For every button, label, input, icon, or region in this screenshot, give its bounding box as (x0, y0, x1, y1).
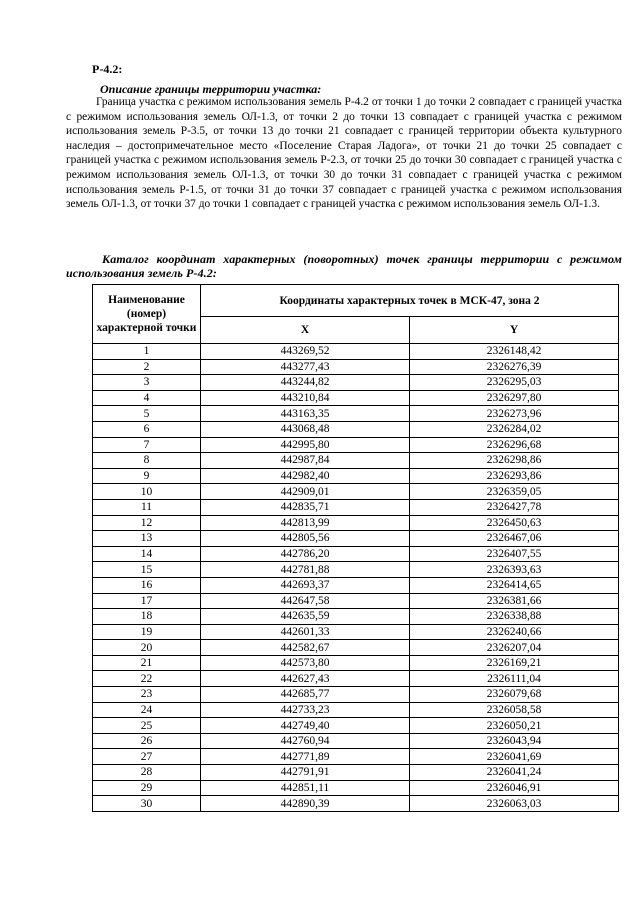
table-row (93, 359, 619, 375)
y-coordinate-cell: 2326359,05 (410, 484, 619, 500)
table-row (93, 671, 619, 687)
y-coordinate-cell: 2326284,02 (410, 421, 619, 437)
y-coordinate-cell: 2326041,24 (410, 765, 619, 781)
point-number-cell: 14 (93, 546, 201, 562)
x-coordinate-cell: 442851,11 (201, 780, 410, 796)
y-coordinate-cell: 2326295,03 (410, 375, 619, 391)
x-coordinate-cell: 442647,58 (201, 593, 410, 609)
x-coordinate-cell: 442982,40 (201, 468, 410, 484)
table-row (93, 687, 619, 703)
point-number-cell: 27 (93, 749, 201, 765)
x-coordinate-cell: 442693,37 (201, 577, 410, 593)
x-coordinate-cell: 442813,99 (201, 515, 410, 531)
point-number-cell: 13 (93, 531, 201, 547)
point-number-cell: 28 (93, 765, 201, 781)
x-coordinate-cell: 442771,89 (201, 749, 410, 765)
table-header-row (93, 285, 619, 317)
point-number-cell: 24 (93, 702, 201, 718)
table-row (93, 484, 619, 500)
table-row (93, 624, 619, 640)
y-coordinate-cell: 2326338,88 (410, 609, 619, 625)
y-coordinate-cell: 2326046,91 (410, 780, 619, 796)
boundary-description-text: Граница участка с режимом использования земель Р-4.2 от точки 1 до точки 2 совпадает с границей участка с режимом использования земель ОЛ-1.3, от точки 2 до точки 13 совпадает с границей участка с режимом использования земель Р-3.5, от точки 13 до точки 21 совпадает с границей территории объекта культурного наследия – достопримечательное место «Поселение Старая Ладога», от точки 21 до точки 25 совпадает с границей участка с режимом использования земель Р-2.3, от точки 25 до точки 30 совпадает с границей участка с режимом использования земель ОЛ-1.3, от точки 30 до точки 31 совпадает с границей участка с режимом использования земель Р-1.5, от точки 31 до точки 37 совпадает с границей участка с режимом использования земель ОЛ-1.3, от точки 37 до точки 1 совпадает с границей участка с режимом использования земель ОЛ-1.3. (66, 96, 622, 211)
point-number-cell: 30 (93, 796, 201, 812)
table-row (93, 421, 619, 437)
x-coordinate-cell: 443244,82 (201, 375, 410, 391)
table-row (93, 749, 619, 765)
x-coordinate-cell: 443068,48 (201, 421, 410, 437)
x-coordinate-cell: 442601,33 (201, 624, 410, 640)
point-number-cell: 18 (93, 609, 201, 625)
table-row (93, 780, 619, 796)
y-axis-header: Y (410, 317, 619, 344)
table-row (93, 437, 619, 453)
x-coordinate-cell: 442805,56 (201, 531, 410, 547)
table-row (93, 718, 619, 734)
point-number-cell: 9 (93, 468, 201, 484)
x-coordinate-cell: 442987,84 (201, 453, 410, 469)
table-row (93, 640, 619, 656)
x-coordinate-cell: 442786,20 (201, 546, 410, 562)
table-row (93, 593, 619, 609)
point-number-cell: 17 (93, 593, 201, 609)
y-coordinate-cell: 2326240,66 (410, 624, 619, 640)
table-row (93, 609, 619, 625)
table-row (93, 344, 619, 360)
table-row (93, 702, 619, 718)
point-number-cell: 22 (93, 671, 201, 687)
y-coordinate-cell: 2326450,63 (410, 515, 619, 531)
x-coordinate-cell: 443163,35 (201, 406, 410, 422)
y-coordinate-cell: 2326427,78 (410, 499, 619, 515)
y-coordinate-cell: 2326297,80 (410, 390, 619, 406)
point-number-cell: 11 (93, 499, 201, 515)
y-coordinate-cell: 2326207,04 (410, 640, 619, 656)
x-coordinate-cell: 442791,91 (201, 765, 410, 781)
point-number-cell: 2 (93, 359, 201, 375)
point-number-cell: 29 (93, 780, 201, 796)
point-number-cell: 5 (93, 406, 201, 422)
point-number-cell: 4 (93, 390, 201, 406)
y-coordinate-cell: 2326273,96 (410, 406, 619, 422)
y-coordinate-cell: 2326169,21 (410, 655, 619, 671)
x-coordinate-cell: 442733,23 (201, 702, 410, 718)
x-coordinate-cell: 442627,43 (201, 671, 410, 687)
point-number-cell: 8 (93, 453, 201, 469)
y-coordinate-cell: 2326148,42 (410, 344, 619, 360)
x-coordinate-cell: 442635,59 (201, 609, 410, 625)
x-coordinate-cell: 442685,77 (201, 687, 410, 703)
y-coordinate-cell: 2326381,66 (410, 593, 619, 609)
point-number-cell: 1 (93, 344, 201, 360)
point-number-cell: 7 (93, 437, 201, 453)
x-coordinate-cell: 442909,01 (201, 484, 410, 500)
y-coordinate-cell: 2326467,06 (410, 531, 619, 547)
y-coordinate-cell: 2326043,94 (410, 733, 619, 749)
y-coordinate-cell: 2326276,39 (410, 359, 619, 375)
boundary-description-heading: Описание границы территории участка: (100, 82, 322, 96)
point-number-cell: 12 (93, 515, 201, 531)
x-coordinate-cell: 442749,40 (201, 718, 410, 734)
table-row (93, 375, 619, 391)
table-row (93, 406, 619, 422)
point-number-cell: 20 (93, 640, 201, 656)
y-coordinate-cell: 2326393,63 (410, 562, 619, 578)
x-coordinate-cell: 443210,84 (201, 390, 410, 406)
point-number-cell: 21 (93, 655, 201, 671)
y-coordinate-cell: 2326041,69 (410, 749, 619, 765)
coordinates-table (92, 284, 619, 812)
table-row (93, 796, 619, 812)
point-number-cell: 6 (93, 421, 201, 437)
x-coordinate-cell: 442781,88 (201, 562, 410, 578)
x-coordinate-cell: 443269,52 (201, 344, 410, 360)
x-coordinate-cell: 442890,39 (201, 796, 410, 812)
table-row (93, 515, 619, 531)
coordinates-catalog-caption: Каталог координат характерных (поворотных) точек границы территории с режимом использования земель Р-4.2: (66, 252, 622, 280)
point-number-cell: 25 (93, 718, 201, 734)
table-row (93, 655, 619, 671)
y-coordinate-cell: 2326079,68 (410, 687, 619, 703)
y-coordinate-cell: 2326414,65 (410, 577, 619, 593)
table-row (93, 577, 619, 593)
table-row (93, 733, 619, 749)
y-coordinate-cell: 2326063,03 (410, 796, 619, 812)
x-axis-header: X (201, 317, 410, 344)
y-coordinate-cell: 2326111,04 (410, 671, 619, 687)
point-number-cell: 3 (93, 375, 201, 391)
x-coordinate-cell: 442582,67 (201, 640, 410, 656)
table-row (93, 546, 619, 562)
point-number-cell: 19 (93, 624, 201, 640)
y-coordinate-cell: 2326298,86 (410, 453, 619, 469)
x-coordinate-cell: 443277,43 (201, 359, 410, 375)
y-coordinate-cell: 2326296,68 (410, 437, 619, 453)
point-number-cell: 15 (93, 562, 201, 578)
y-coordinate-cell: 2326407,55 (410, 546, 619, 562)
y-coordinate-cell: 2326293,86 (410, 468, 619, 484)
table-row (93, 390, 619, 406)
table-row (93, 453, 619, 469)
table-row (93, 468, 619, 484)
x-coordinate-cell: 442760,94 (201, 733, 410, 749)
table-row (93, 499, 619, 515)
point-number-cell: 26 (93, 733, 201, 749)
point-number-cell: 10 (93, 484, 201, 500)
table-row (93, 531, 619, 547)
y-coordinate-cell: 2326050,21 (410, 718, 619, 734)
table-row (93, 562, 619, 578)
x-coordinate-cell: 442835,71 (201, 499, 410, 515)
point-number-cell: 23 (93, 687, 201, 703)
coordinates-header: Координаты характерных точек в МСК-47, зона 2 (201, 285, 619, 317)
x-coordinate-cell: 442573,80 (201, 655, 410, 671)
zone-code: Р-4.2: (92, 62, 123, 76)
table-row (93, 765, 619, 781)
point-number-cell: 16 (93, 577, 201, 593)
y-coordinate-cell: 2326058,58 (410, 702, 619, 718)
point-name-header: Наименование (номер) характерной точки (93, 285, 201, 344)
x-coordinate-cell: 442995,80 (201, 437, 410, 453)
